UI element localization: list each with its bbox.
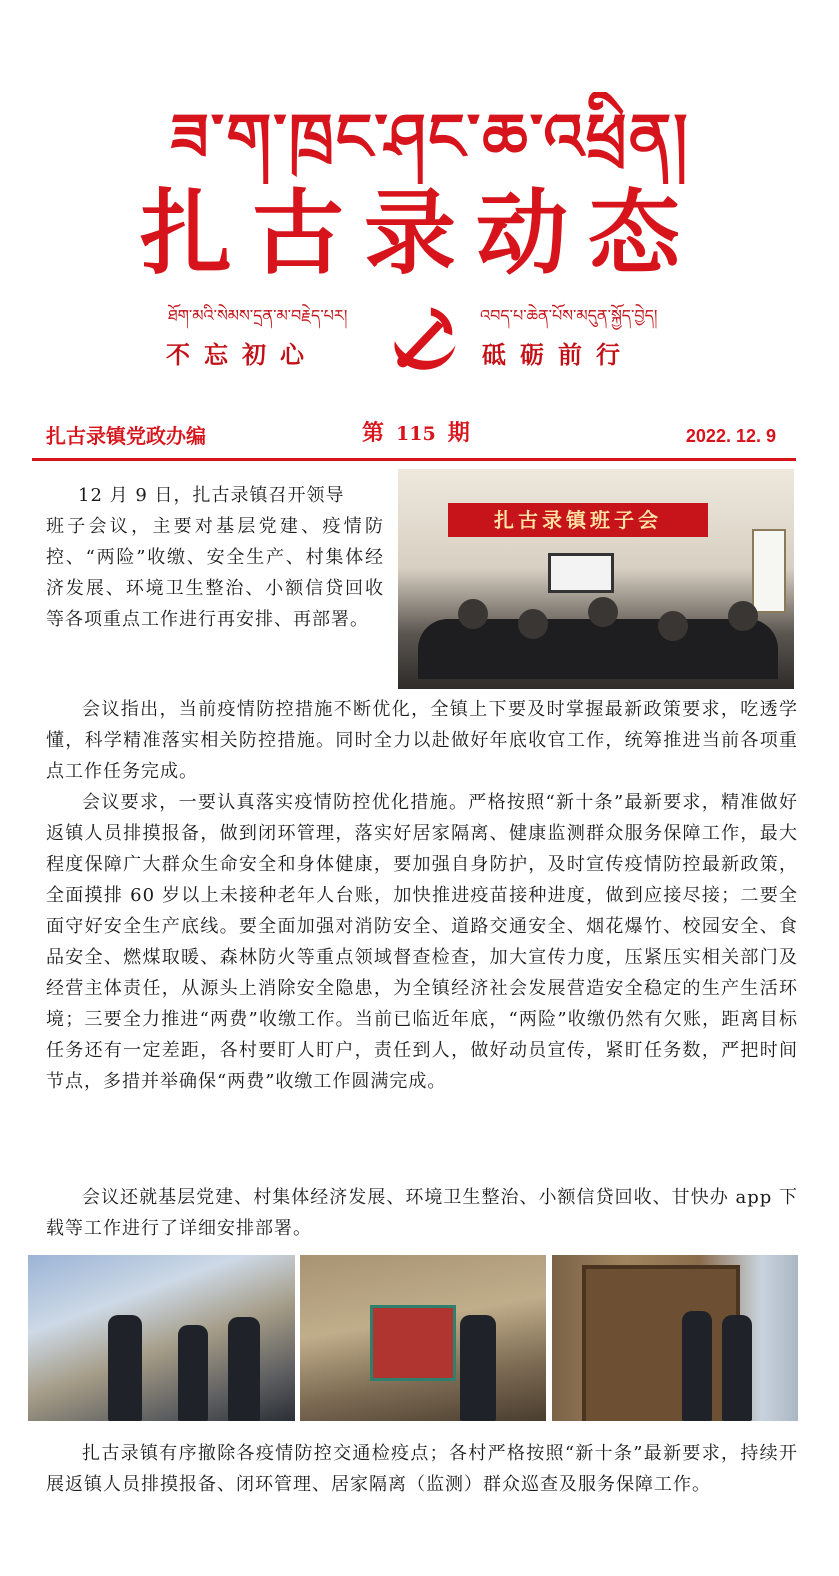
person-shape (588, 597, 618, 627)
person-shape (458, 599, 488, 629)
meeting-banner: 扎古录镇班子会 (448, 503, 708, 537)
meeting-photo (398, 469, 794, 689)
header-divider (32, 458, 796, 461)
photo-caption: 扎古录镇有序撤除各疫情防控交通检疫点；各村严格按照“新十条”最新要求，持续开展返镇人员排摸报备、闭环管理、居家隔离（监测）群众巡查及服务保障工作。 (46, 1443, 798, 1495)
person-shape (228, 1317, 260, 1421)
slogan-right-tibetan: འབད་པ་ཆེན་པོས་མདུན་སྐྱོད་བྱེད། (480, 306, 658, 325)
village-photo (300, 1255, 546, 1421)
tibetan-title: ཟ་ག་ཁྲང་ཤང་ཆ་འཕྲིན། (170, 100, 690, 175)
article-paragraph-2: 会议指出，当前疫情防控措施不断优化，全镇上下要及时掌握最新政策要求，吃透学懂，科学精准落实相关防控措施。同时全力以赴做好年底收官工作，统筹推进当前各项重点工作任务完成。 (46, 699, 798, 782)
issue-label (362, 416, 470, 447)
door-shape (582, 1265, 740, 1421)
slogan-left-tibetan: ཐོག་མའི་སེམས་དྲན་མ་བརྗེད་པར། (168, 306, 348, 325)
door-photo (552, 1255, 798, 1421)
masthead (0, 0, 839, 400)
article-paragraph-1-first-line: 12 月 9 日，扎古录镇召开领导 (78, 485, 345, 506)
slogan-right: 砥砺前行 (482, 340, 634, 369)
issue-suffix: 期 (447, 420, 470, 446)
issue-header (32, 412, 802, 460)
party-emblem-icon (380, 296, 462, 378)
editor-label: 扎古录镇党政办编 (46, 424, 206, 448)
person-shape (722, 1315, 752, 1421)
issue-number: 115 (396, 423, 436, 445)
article-paragraph-3: 会议要求，一要认真落实疫情防控优化措施。严格按照“新十条”最新要求，精准做好返镇人员排摸报备，做到闭环管理，落实好居家隔离、健康监测群众服务保障工作，最大程度保障广大群众生命安全和身体健康，要加强自身防护，及时宣传疫情防控最新政策，全面摸排 60 岁以上未接种老年人台账，加快推进疫苗接种进度，做到应接尽接；二要全面守好安全生产底线。要全面加强对消防安全、道路交通安全、烟花爆竹、校园安全、食品安全、燃煤取暖、森林防火等重点领域督查检查，加大宣传力度，压紧压实相关部门及经营主体责任，从源头上消除安全隐患，为全镇经济社会发展营造安全稳定的生产生活环境；三要全力推进“两费”收缴工作。当前已临近年底，“两险”收缴仍然有欠账，距离目标任务还有一定差距，各村要盯人盯户，责任到人，做好动员宣传，紧盯任务数，严把时间节点，多措并举确保“两费”收缴工作圆满完成。 (46, 792, 798, 1092)
person-shape (178, 1325, 208, 1421)
main-title: 扎古录动态 (139, 179, 700, 287)
person-shape (658, 611, 688, 641)
screen-shape (548, 553, 614, 593)
article-paragraph-4: 会议还就基层党建、村集体经济发展、环境卫生整治、小额信贷回收、甘快办 app 下载等工作进行了详细安排部署。 (46, 1187, 798, 1239)
article-paragraph-1: 班子会议，主要对基层党建、疫情防控、“两险”收缴、安全生产、村集体经济发展、环境卫生整治、小额信贷回收等各项重点工作进行再安排、再部署。 (46, 516, 384, 630)
person-shape (108, 1315, 142, 1421)
checkpoint-photo (28, 1255, 295, 1421)
cart-shape (370, 1305, 456, 1381)
issue-date: 2022. 12. 9 (685, 426, 776, 446)
person-shape (682, 1311, 712, 1421)
window-shape (752, 529, 786, 613)
slogan-left: 不忘初心 (166, 340, 318, 369)
issue-prefix: 第 (362, 420, 385, 446)
person-shape (460, 1315, 496, 1421)
person-shape (728, 601, 758, 631)
person-shape (518, 609, 548, 639)
